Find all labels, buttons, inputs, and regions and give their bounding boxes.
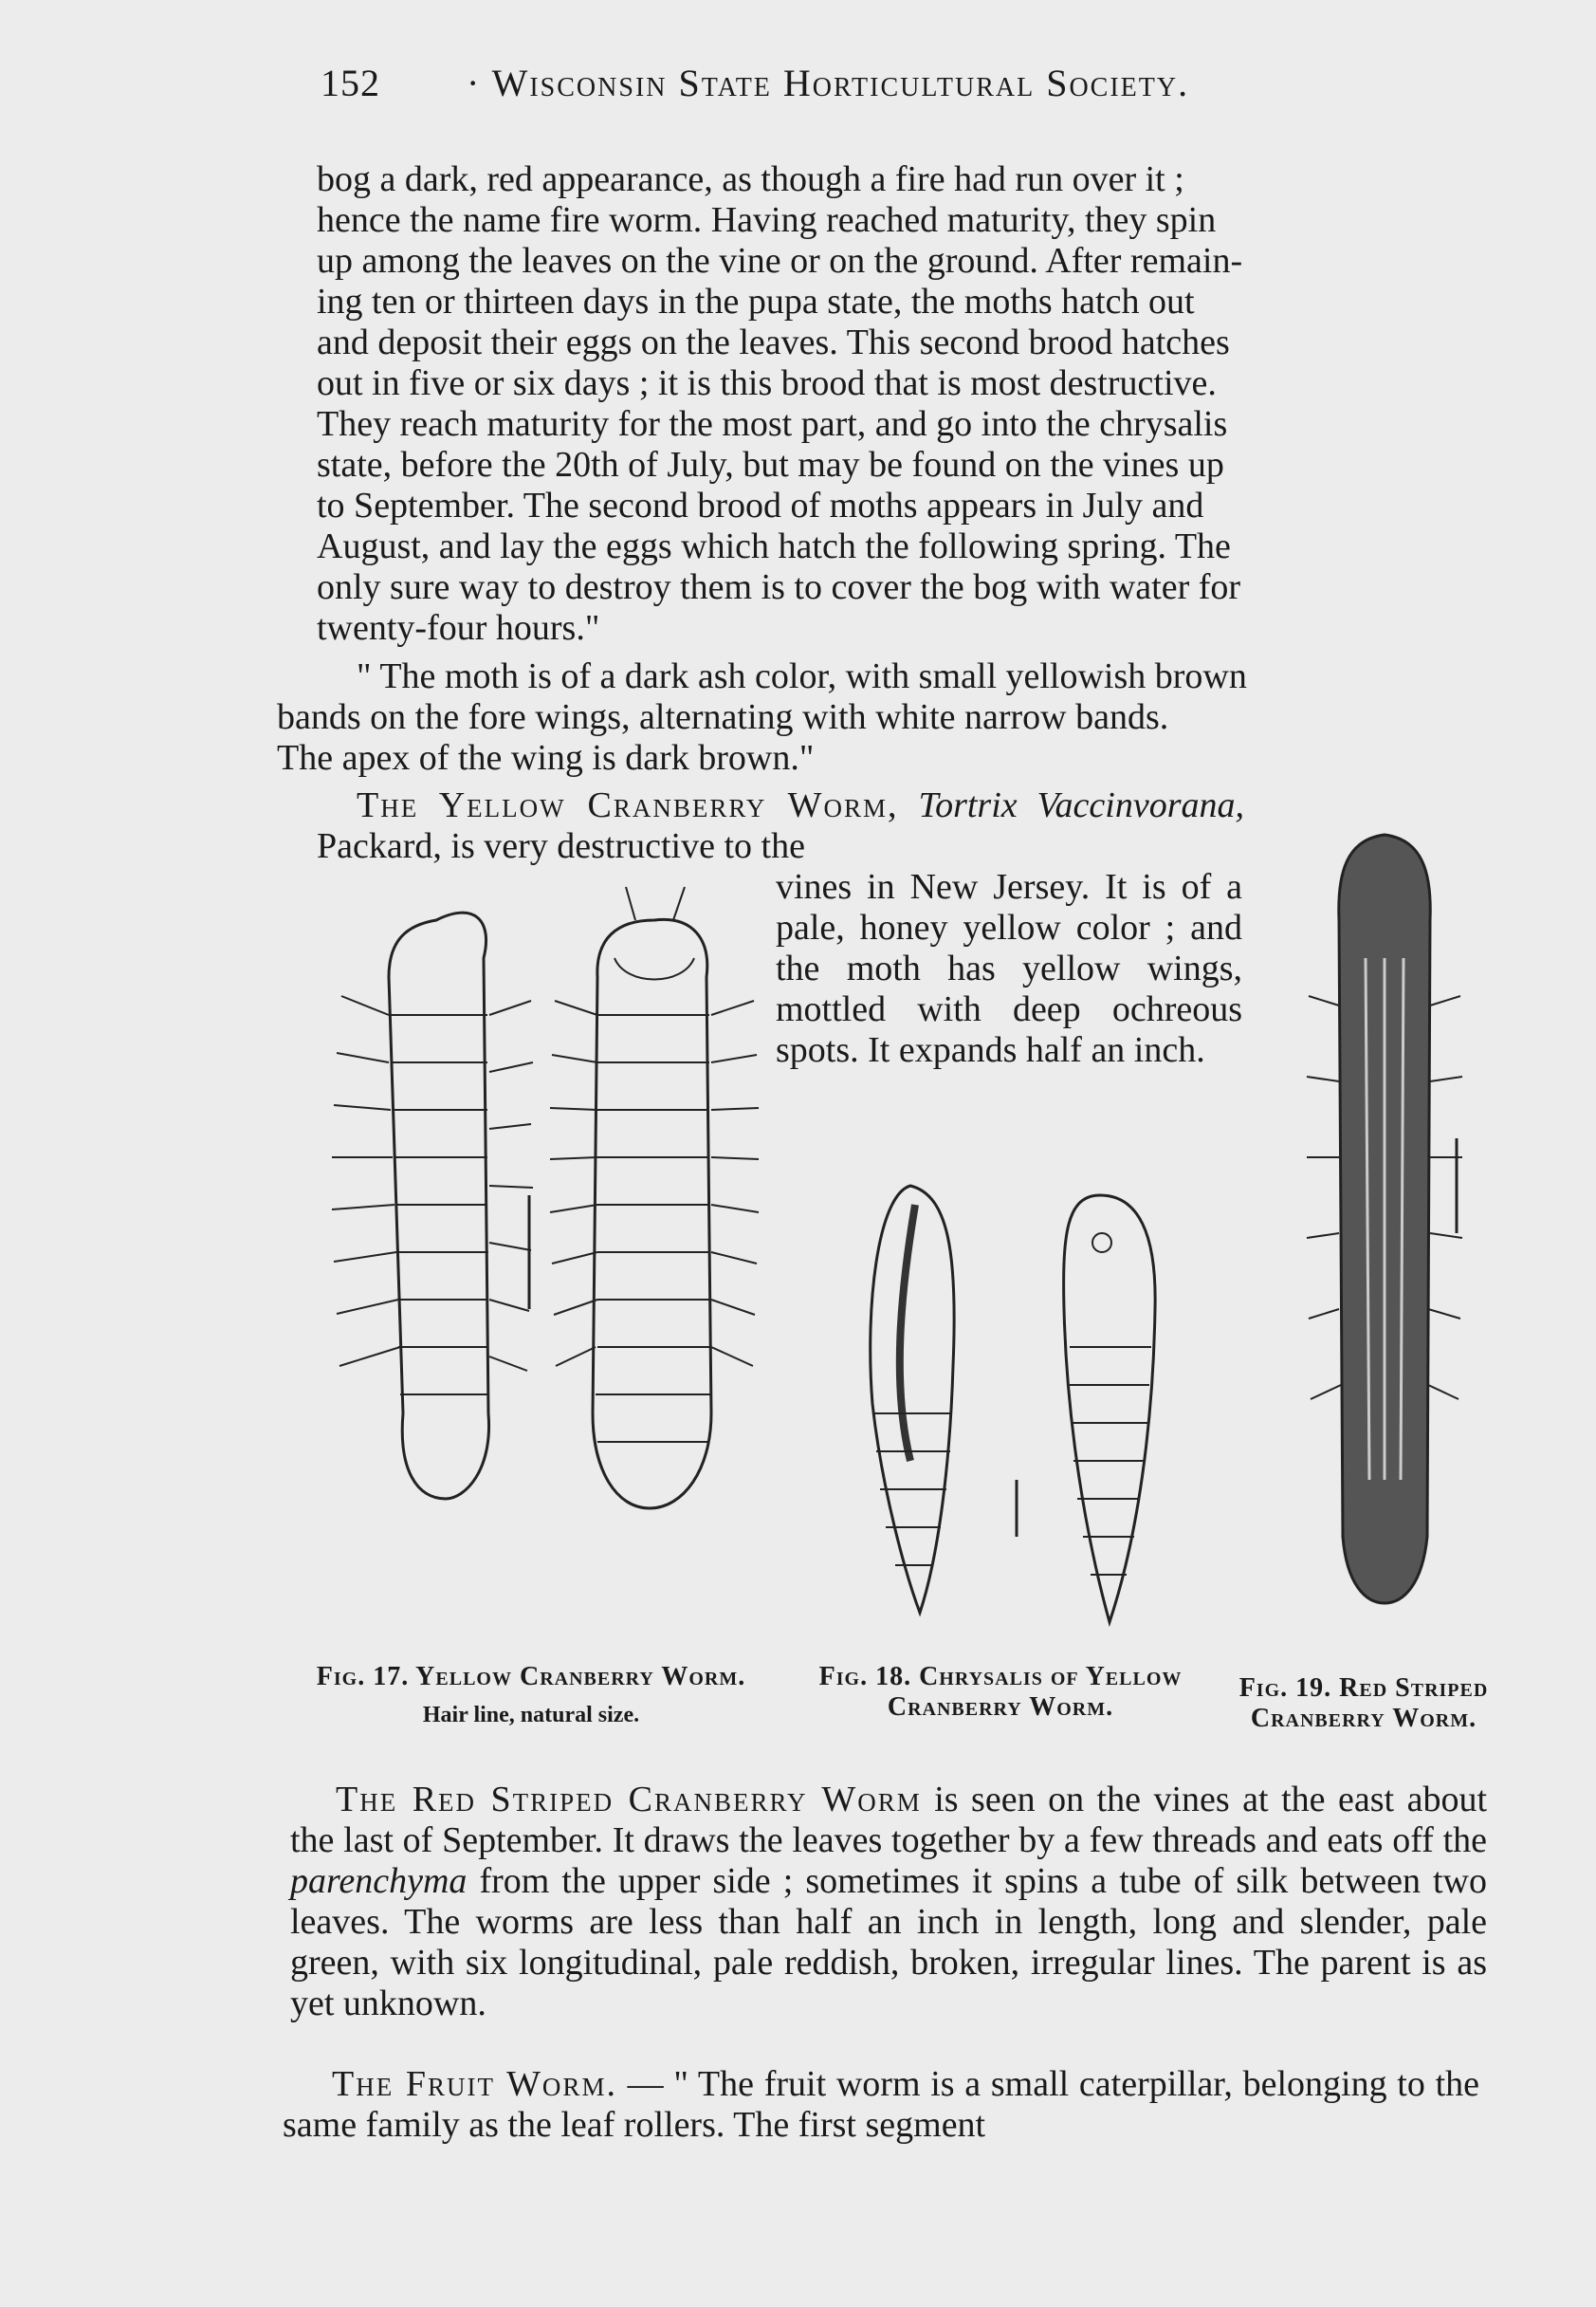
figure-17-caption bbox=[284, 1662, 778, 1730]
text-line: ing ten or thirteen days in the pupa state, the moths hatch out bbox=[317, 282, 1195, 322]
section-heading: The Red Striped Cranberry Worm bbox=[336, 1780, 922, 1819]
paragraph-text: vines in New Jersey. It is of a pale, honey yellow color ; and the moth has yellow wings, mottled with deep ochreous spots. It expands half an inch. bbox=[776, 867, 1242, 1070]
text-line: bog a dark, red appearance, as though a fire had run over it ; bbox=[317, 159, 1184, 199]
paragraph-fire-worm bbox=[317, 159, 1512, 649]
section-heading: The Yellow Cranberry Worm, bbox=[357, 785, 899, 825]
paragraph-text: is seen on the vines at the east about the last of September. It draws the leaves together by a few threads and eats off the bbox=[290, 1780, 1488, 1860]
paragraph-fruit-worm bbox=[283, 2064, 1479, 2146]
figure-18-illustration bbox=[853, 1176, 1185, 1651]
text-line: only sure way to destroy them is to cover the bog with water for bbox=[317, 567, 1241, 607]
figure-19-caption bbox=[1221, 1673, 1506, 1734]
italic-term: parenchyma bbox=[290, 1861, 468, 1901]
caption-text: Fig. 18. Chrysalis of Yellow Cranberry Worm. bbox=[818, 1662, 1183, 1722]
text-line: hence the name fire worm. Having reached maturity, they spin bbox=[317, 200, 1217, 240]
text-line: bands on the fore wings, alternating with white narrow bands. bbox=[277, 697, 1169, 737]
paragraph-yellow-cranberry-worm bbox=[317, 785, 1244, 867]
text-line: August, and lay the eggs which hatch the following spring. The bbox=[317, 526, 1231, 566]
section-heading: The Fruit Worm. bbox=[332, 2064, 617, 2104]
text-line: up among the leaves on the vine or on the ground. After remain- bbox=[317, 241, 1243, 281]
paragraph-text: Packard, is very destructive to the bbox=[317, 826, 805, 866]
paragraph-text: from the upper side ; sometimes it spins a tube of silk between two leaves. The worms are less than half an inch in length, long and slender, pale green, with six longitudinal, pale reddish, broken, irregular lines. The parent is as yet unknown. bbox=[290, 1861, 1487, 2023]
text-line: state, before the 20th of July, but may be found on the vines up bbox=[317, 445, 1224, 485]
text-line: " The moth is of a dark ash color, with small yellowish brown bbox=[357, 656, 1247, 696]
figure-17-illustration bbox=[313, 882, 806, 1641]
figure-19-illustration bbox=[1271, 816, 1498, 1651]
text-line: and deposit their eggs on the leaves. This second brood hatches bbox=[317, 323, 1230, 362]
species-name: Tortrix Vaccinvorana, bbox=[918, 785, 1244, 825]
paragraph-red-striped-worm bbox=[290, 1780, 1487, 2024]
figure-18-caption bbox=[816, 1662, 1185, 1723]
running-title: · Wisconsin State Horticultural Society. bbox=[467, 62, 1190, 104]
caption-note: Hair line, natural size. bbox=[422, 1703, 640, 1727]
text-line: They reach maturity for the most part, and go into the chrysalis bbox=[317, 404, 1228, 444]
page-number: 152 bbox=[321, 62, 380, 104]
caption-text: Fig. 17. Yellow Cranberry Worm. bbox=[316, 1662, 746, 1691]
text-line: The apex of the wing is dark brown." bbox=[277, 738, 815, 778]
paragraph-text: — " The fruit worm is a small caterpillar, belonging to the same family as the leaf rollers. The first segment bbox=[283, 2064, 1479, 2145]
page-header bbox=[321, 55, 1364, 112]
text-line: twenty-four hours." bbox=[317, 608, 600, 648]
paragraph-moth-description bbox=[277, 656, 1512, 779]
caption-text: Fig. 19. Red Striped Cranberry Worm. bbox=[1238, 1673, 1489, 1733]
paragraph-yellow-cranberry-worm-continued bbox=[776, 867, 1242, 1071]
text-line: to September. The second brood of moths appears in July and bbox=[317, 486, 1204, 526]
text-line: out in five or six days ; it is this brood that is most destructive. bbox=[317, 363, 1217, 403]
